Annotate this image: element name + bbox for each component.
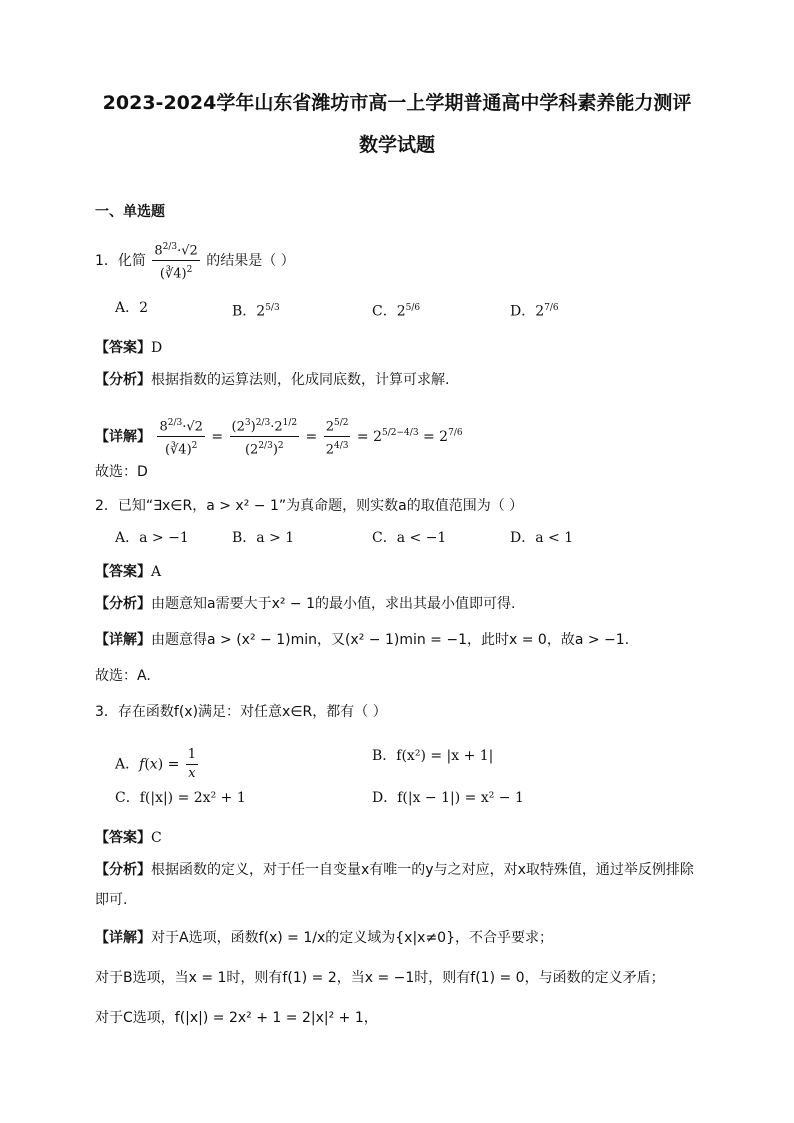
question-3-analysis: 【分析】根据函数的定义，对于任一自变量x有唯一的y与之对应，对x取特殊值，通过举反例排除 [95,862,694,878]
question-3-detail-1: 【详解】对于A选项，函数f(x) = 1/x的定义域为{x|x≠0}，不合乎要求； [95,930,553,946]
question-1-option-d: D．$2^{7/6}$ [510,303,559,320]
question-1-option-b: B．$2^{5/3}$ [232,303,280,320]
question-1-suffix: 的结果是（ ） [206,252,295,269]
question-1-prefix: 1．化简 [95,252,146,269]
question-3-answer: 【答案】C [95,830,162,846]
question-1-expression: $\frac{8^{2/3}\cdot√2}{(∛4)^2}$ [152,238,199,284]
question-2-conclusion: 故选：A. [95,668,151,684]
question-3-option-a: A．f(x) = $\frac{1}{x}$ [115,747,197,781]
question-2-option-b: B．a > 1 [232,530,295,546]
question-3-option-c: C．f(|x|) = 2x² + 1 [115,790,246,806]
question-1-detail: 【详解】 $\frac{8^{2/3}\cdot√2}{(∛4)^2}$ = $\frac{(2^3)^{2/3}\cdot 2^{1/2}}{(2^{2/3})^2}$ = $\frac{2^{5/2}}{2^{4/3}}$ = $2^{5/2-4/3} = 2^{7/6}$ [95,414,463,460]
question-1-analysis: 【分析】根据指数的运算法则，化成同底数，计算可求解. [95,372,450,388]
question-2-stem: 2．已知“∃x∈R，a > x² − 1”为真命题，则实数a的取值范围为（ ） [95,498,524,514]
question-2-option-d: D．a < 1 [510,530,574,546]
section-heading: 一、单选题 [95,204,165,220]
paper-subtitle: 数学试题 [358,134,435,156]
question-3-option-b: B．f(x²) = |x + 1| [372,748,494,764]
question-2-option-c: C．a < −1 [372,530,447,546]
question-1-option-c: C．$2^{5/6}$ [372,303,421,320]
question-1-answer: 【答案】D [95,340,163,356]
question-3-option-d: D．f(|x − 1|) = x² − 1 [372,790,524,806]
question-2-analysis: 【分析】由题意知a需要大于x² − 1的最小值，求出其最小值即可得. [95,596,516,612]
question-3-detail-2: 对于B选项，当x = 1时，则有f(1) = 2，当x = −1时，则有f(1) = 0，与函数的定义矛盾； [95,970,665,986]
question-1-option-a: A．2 [115,300,149,316]
question-2-answer: 【答案】A [95,564,162,580]
question-2-option-a: A．a > −1 [115,530,189,546]
question-2-detail: 【详解】由题意得a > (x² − 1)min，又(x² − 1)min = −1，此时x = 0，故a > −1. [95,632,630,648]
paper-title: 2023-2024学年山东省潍坊市高一上学期普通高中学科素养能力测评 [102,92,692,114]
question-3-stem: 3．存在函数f(x)满足：对任意x∈R，都有（ ） [95,704,387,720]
question-1-conclusion: 故选：D [95,464,148,480]
question-3-detail-3: 对于C选项，f(|x|) = 2x² + 1 = 2|x|² + 1， [95,1010,378,1026]
question-1-stem [95,238,295,284]
question-3-analysis-cont: 即可. [95,892,128,908]
